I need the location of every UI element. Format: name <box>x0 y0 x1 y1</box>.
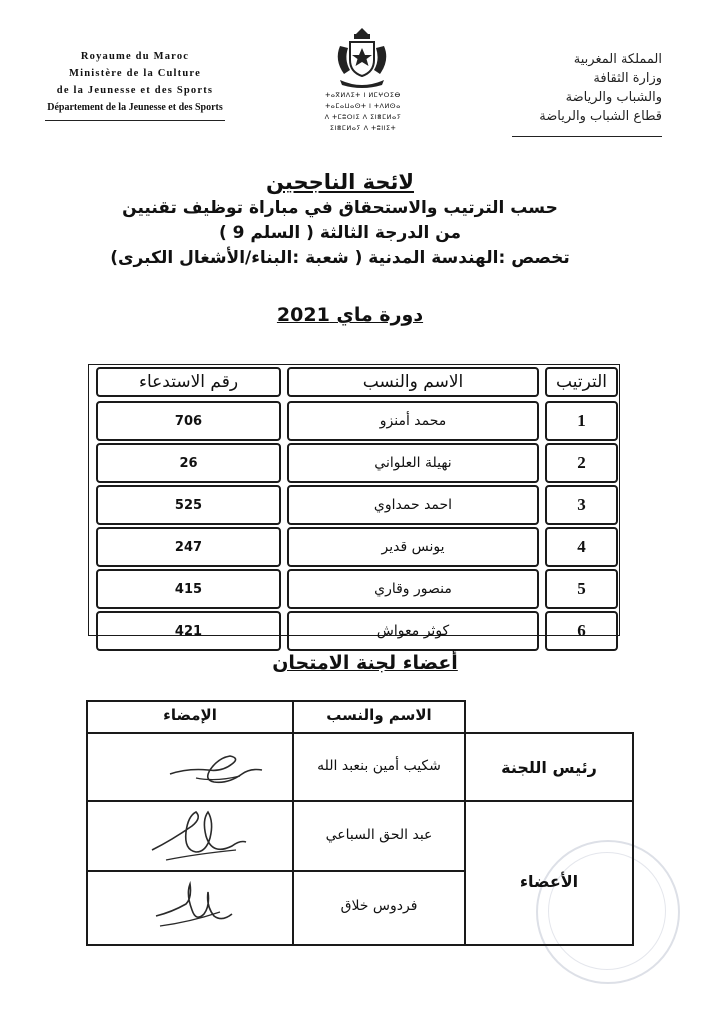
number-cell: 247 <box>96 527 281 567</box>
rank-cell: 2 <box>545 443 618 483</box>
ct-row-line-2 <box>86 870 466 872</box>
coat-of-arms-icon <box>332 26 392 88</box>
header-name: الاسم والنسب <box>287 367 539 397</box>
president-name: شكيب أمين بنعبد الله <box>317 758 441 774</box>
rank-cell: 3 <box>545 485 618 525</box>
ct-header-line <box>86 732 634 734</box>
name-cell: احمد حمداوي <box>287 485 539 525</box>
number-cell: 415 <box>96 569 281 609</box>
fr-line-2: Ministère de la Culture <box>69 68 201 79</box>
tif-line-3: ⴷ ⵜⵎⵓⵔⵏⵉ ⴷ ⵉⵏⴻⵎⵍⴰⵢ <box>324 113 402 121</box>
rank-cell: 4 <box>545 527 618 567</box>
signature-member-2 <box>150 876 240 936</box>
ar-line-4: قطاع الشباب والرياضة <box>539 109 662 124</box>
member-name: عبد الحق السباعي <box>325 827 433 843</box>
name-cell: كوثر معواش <box>287 611 539 651</box>
ct-top-line <box>86 700 466 702</box>
arabic-letterhead <box>492 50 662 137</box>
header-rank: الترتيب <box>545 367 618 397</box>
ct-right-line <box>632 732 634 946</box>
fr-line-1: Royaume du Maroc <box>80 51 190 62</box>
title-line-2: حسب الترتيب والاستحقاق في مباراة توظيف تقنيين <box>122 198 558 218</box>
rank-cell: 6 <box>545 611 618 651</box>
tif-line-4: ⵉⵏⴻⵎⵍⴰⵢ ⴷ ⵜⵓⵏⵏⵉⵜ <box>329 124 397 132</box>
rank-cell: 1 <box>545 401 618 441</box>
committee-header-name: الاسم والنسب <box>326 706 432 724</box>
rank-cell: 5 <box>545 569 618 609</box>
number-cell: 525 <box>96 485 281 525</box>
ar-line-2: وزارة الثقافة <box>593 71 662 86</box>
number-cell: 421 <box>96 611 281 651</box>
page-title: لائحة الناجحين <box>266 170 414 194</box>
table-row <box>90 401 618 443</box>
member-name: فردوس خلاق <box>340 898 418 914</box>
title-line-4: تخصص :الهندسة المدنية ( شعبة :البناء/الأشغال الكبرى) <box>110 248 570 268</box>
session-title: دورة ماي 2021 <box>276 304 424 326</box>
tifinagh-letterhead <box>318 90 408 134</box>
ar-line-1: المملكة المغربية <box>573 52 662 67</box>
table-row <box>90 569 618 611</box>
tif-line-2: ⵜⴰⵎⴰⵡⴰⵙⵜ ⵏ ⵜⴷⵍⵙⴰ <box>325 102 401 110</box>
fr-line-3: de la Jeunesse et des Sports <box>56 85 214 96</box>
table-row <box>90 485 618 527</box>
ct-left-line <box>86 700 88 946</box>
fr-underline <box>45 120 225 121</box>
committee-table <box>86 700 634 948</box>
ct-row-line-1 <box>86 800 634 802</box>
title-line-3: من الدرجة الثالثة ( السلم 9 ) <box>218 223 462 243</box>
table-row <box>90 611 618 653</box>
president-label: رئيس اللجنة <box>501 758 597 777</box>
ranking-table <box>90 367 618 640</box>
name-cell: محمد أمنزو <box>287 401 539 441</box>
french-letterhead <box>40 48 230 121</box>
ct-bottom-line <box>86 944 634 946</box>
number-cell: 26 <box>96 443 281 483</box>
number-cell: 706 <box>96 401 281 441</box>
signature-member-1 <box>146 804 256 868</box>
committee-title: أعضاء لجنة الامتحان <box>272 652 458 674</box>
header-number: رقم الاستدعاء <box>96 367 281 397</box>
name-cell: نهيلة العلواني <box>287 443 539 483</box>
ct-col-divider-2 <box>464 700 466 946</box>
table-row <box>90 443 618 485</box>
document-titles <box>60 168 620 271</box>
ranking-table-header <box>90 367 618 397</box>
table-row <box>90 527 618 569</box>
name-cell: منصور وقاري <box>287 569 539 609</box>
members-label: الأعضاء <box>519 872 579 891</box>
fr-line-4: Département de la Jeunesse et des Sports <box>47 102 223 113</box>
tif-line-1: ⵜⴰⴳⵍⴷⵉⵜ ⵏ ⵍⵎⵖⵔⵉⴱ <box>325 91 401 99</box>
name-cell: يونس قدير <box>287 527 539 567</box>
committee-header-signature: الإمضاء <box>163 706 217 724</box>
ar-line-3: والشباب والرياضة <box>565 90 662 105</box>
signature-president <box>166 748 266 794</box>
ar-underline <box>512 136 662 137</box>
